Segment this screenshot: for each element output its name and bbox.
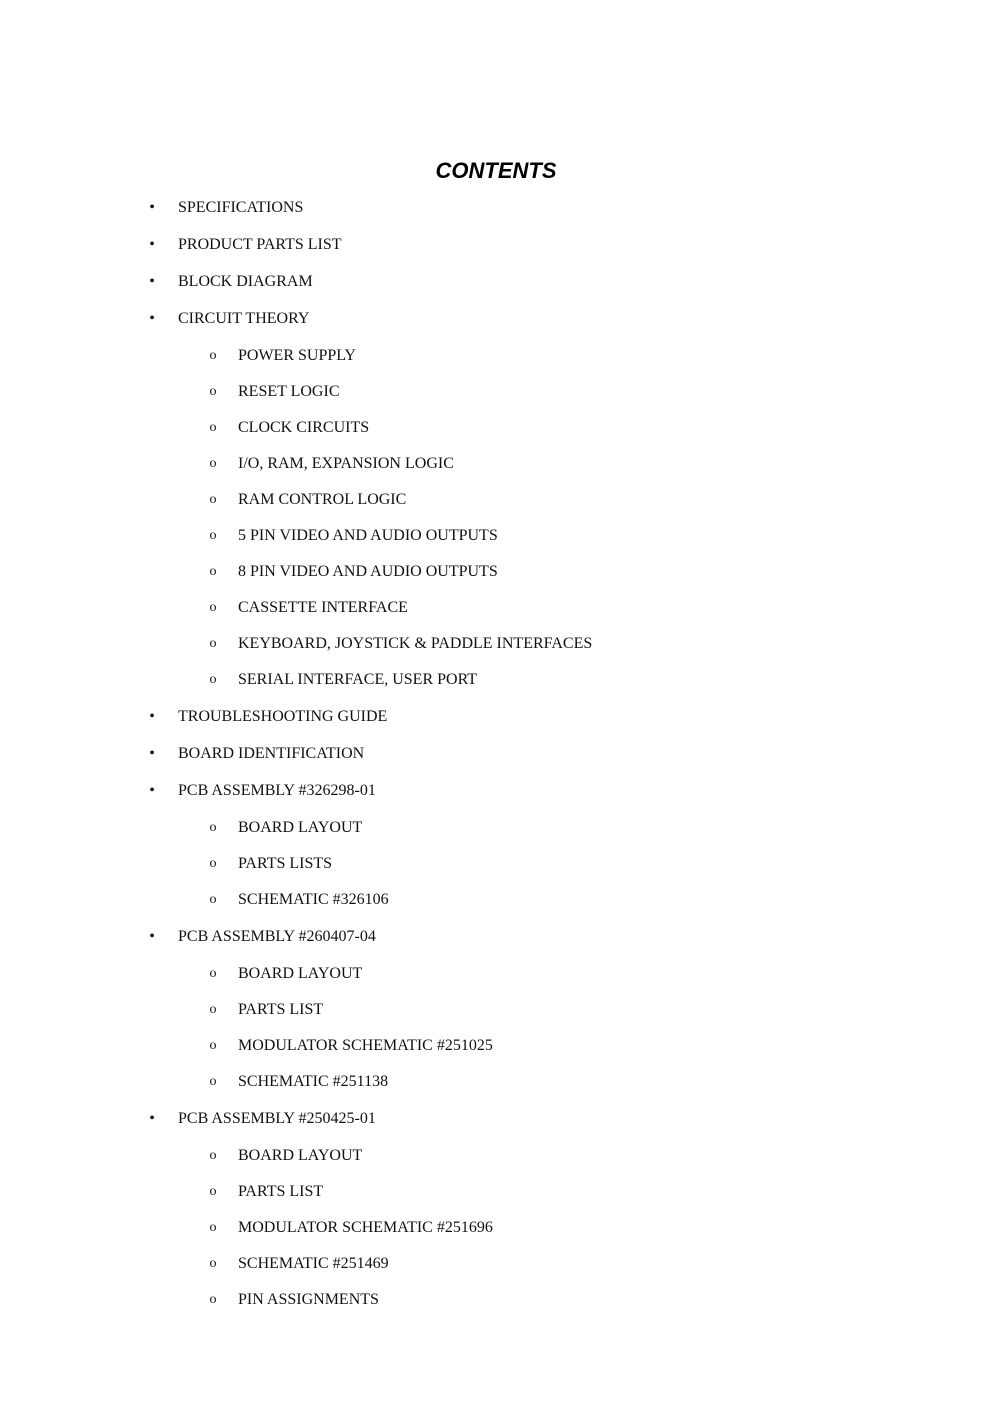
circle-bullet-icon: o: [209, 1148, 217, 1163]
toc-subentry: [0, 962, 992, 986]
circle-bullet-icon: o: [209, 1256, 217, 1271]
toc-entry-label: RAM CONTROL LOGIC: [238, 491, 407, 508]
bullet-icon: •: [149, 708, 155, 725]
toc-subentry: [0, 1252, 992, 1276]
toc-subentry: [0, 1216, 992, 1240]
toc-subentry: [0, 632, 992, 656]
circle-bullet-icon: o: [209, 672, 217, 687]
circle-bullet-icon: o: [209, 420, 217, 435]
toc-entry: [0, 925, 992, 949]
toc-subentry: [0, 524, 992, 548]
toc-subentry: [0, 888, 992, 912]
toc-entry: [0, 705, 992, 729]
toc-entry-label: PARTS LIST: [238, 1183, 324, 1200]
circle-bullet-icon: o: [209, 1074, 217, 1089]
toc-entry: [0, 233, 992, 257]
toc-subentry: [0, 668, 992, 692]
circle-bullet-icon: o: [209, 492, 217, 507]
toc-subentry: [0, 998, 992, 1022]
toc-entry-label: PRODUCT PARTS LIST: [178, 236, 342, 253]
toc-subentry: [0, 852, 992, 876]
toc-subentry: [0, 488, 992, 512]
circle-bullet-icon: o: [209, 966, 217, 981]
circle-bullet-icon: o: [209, 856, 217, 871]
circle-bullet-icon: o: [209, 564, 217, 579]
toc-entry-label: BOARD LAYOUT: [238, 1147, 363, 1164]
page-title: CONTENTS: [435, 158, 557, 183]
toc-entry-label: KEYBOARD, JOYSTICK & PADDLE INTERFACES: [238, 635, 593, 652]
bullet-icon: •: [149, 1110, 155, 1127]
toc-subentry: [0, 560, 992, 584]
toc-subentry: [0, 596, 992, 620]
circle-bullet-icon: o: [209, 348, 217, 363]
toc-entry-label: TROUBLESHOOTING GUIDE: [178, 708, 388, 725]
toc-entry-label: I/O, RAM, EXPANSION LOGIC: [238, 455, 454, 472]
bullet-icon: •: [149, 273, 155, 290]
toc-subentry: [0, 344, 992, 368]
bullet-icon: •: [149, 928, 155, 945]
circle-bullet-icon: o: [209, 820, 217, 835]
toc-entry: [0, 1107, 992, 1131]
circle-bullet-icon: o: [209, 1002, 217, 1017]
toc-subentry: [0, 1180, 992, 1204]
toc-entry-label: PCB ASSEMBLY #250425-01: [178, 1110, 376, 1127]
toc-subentry: [0, 816, 992, 840]
toc-subentry: [0, 380, 992, 404]
bullet-icon: •: [149, 310, 155, 327]
toc-subentry: [0, 416, 992, 440]
toc-entry-label: BOARD LAYOUT: [238, 819, 363, 836]
circle-bullet-icon: o: [209, 1292, 217, 1307]
toc-entry: [0, 270, 992, 294]
circle-bullet-icon: o: [209, 384, 217, 399]
circle-bullet-icon: o: [209, 456, 217, 471]
toc-entry-label: SCHEMATIC #251469: [238, 1255, 389, 1272]
bullet-icon: •: [149, 199, 155, 216]
toc-subentry: [0, 1288, 992, 1312]
toc-entry-label: CIRCUIT THEORY: [178, 310, 310, 327]
toc-entry-label: RESET LOGIC: [238, 383, 340, 400]
toc-entry-label: PCB ASSEMBLY #260407-04: [178, 928, 376, 945]
toc-entry-label: SCHEMATIC #251138: [238, 1073, 389, 1090]
toc-entry-label: CLOCK CIRCUITS: [238, 419, 370, 436]
circle-bullet-icon: o: [209, 636, 217, 651]
toc-entry-label: POWER SUPPLY: [238, 347, 356, 364]
toc-subentry: [0, 1070, 992, 1094]
toc-entry-label: 5 PIN VIDEO AND AUDIO OUTPUTS: [238, 527, 498, 544]
toc-entry-label: BOARD LAYOUT: [238, 965, 363, 982]
toc-subentry: [0, 452, 992, 476]
toc-entry: [0, 307, 992, 331]
circle-bullet-icon: o: [209, 528, 217, 543]
toc-entry-label: PIN ASSIGNMENTS: [238, 1291, 379, 1308]
toc-subentry: [0, 1144, 992, 1168]
toc-entry-label: PARTS LIST: [238, 1001, 324, 1018]
toc-entry-label: BLOCK DIAGRAM: [178, 273, 313, 290]
toc-entry-label: BOARD IDENTIFICATION: [178, 745, 365, 762]
toc-entry-label: 8 PIN VIDEO AND AUDIO OUTPUTS: [238, 563, 498, 580]
circle-bullet-icon: o: [209, 892, 217, 907]
toc-entry: [0, 196, 992, 220]
bullet-icon: •: [149, 745, 155, 762]
circle-bullet-icon: o: [209, 1220, 217, 1235]
circle-bullet-icon: o: [209, 1184, 217, 1199]
toc-entry-label: MODULATOR SCHEMATIC #251025: [238, 1037, 493, 1054]
toc-entry-label: SERIAL INTERFACE, USER PORT: [238, 671, 478, 688]
circle-bullet-icon: o: [209, 1038, 217, 1053]
bullet-icon: •: [149, 236, 155, 253]
toc-entry-label: SPECIFICATIONS: [178, 199, 304, 216]
toc-subentry: [0, 1034, 992, 1058]
circle-bullet-icon: o: [209, 600, 217, 615]
toc-entry: [0, 742, 992, 766]
toc-entry-label: SCHEMATIC #326106: [238, 891, 389, 908]
bullet-icon: •: [149, 782, 155, 799]
toc-entry-label: PARTS LISTS: [238, 855, 333, 872]
toc-entry: [0, 779, 992, 803]
toc-entry-label: PCB ASSEMBLY #326298-01: [178, 782, 376, 799]
toc-entry-label: MODULATOR SCHEMATIC #251696: [238, 1219, 493, 1236]
toc-entry-label: CASSETTE INTERFACE: [238, 599, 408, 616]
